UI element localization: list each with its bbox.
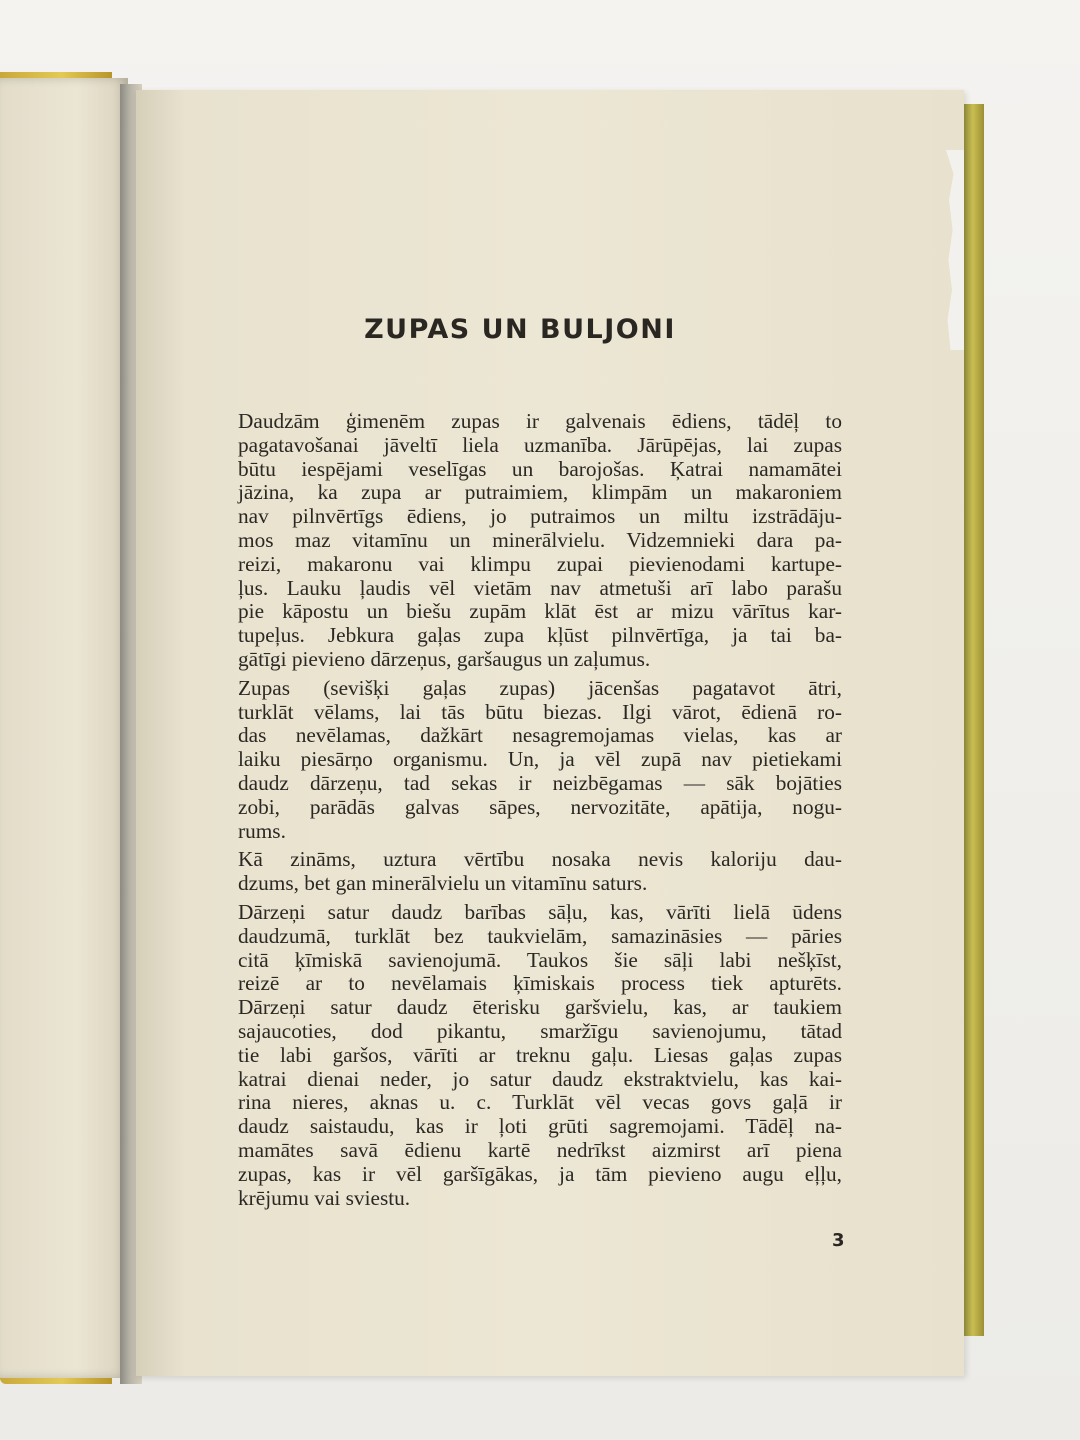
left-page xyxy=(0,78,128,1378)
chapter-title: ZUPAS UN BULJONI xyxy=(364,314,676,345)
text-line: Zupas (sevišķi gaļas zupas) jācenšas pagatavot ātri, xyxy=(238,675,842,700)
text-line: katrai dienai neder, jo satur daudz ekstraktvielu, kas kai- xyxy=(238,1066,842,1091)
text-line: daudz saistaudu, kas ir ļoti grūti sagremojami. Tādēļ na- xyxy=(238,1114,842,1139)
text-line: reizi, makaronu vai klimpu zupai pievienodami kartupe- xyxy=(238,551,842,576)
text-line: tupeļus. Jebkura gaļas zupa kļūst pilnvērtīga, ja tai ba- xyxy=(238,623,842,648)
text-line: zobi, parādās galvas sāpes, nervozitāte, apātija, nogu- xyxy=(238,794,842,819)
page-number: 3 xyxy=(832,1230,845,1251)
text-line: daudzumā, turklāt bez taukvielām, samazināsies — pāries xyxy=(238,923,842,948)
text-line: citā ķīmiskā savienojumā. Taukos šie sāļi labi nešķīst, xyxy=(238,947,842,972)
text-line: turklāt vēlams, lai tās būtu biezas. Ilgi vārot, ēdienā ro- xyxy=(238,699,842,724)
text-line: dzums, bet gan minerālvielu un vitamīnu saturs. xyxy=(238,871,648,896)
paragraph xyxy=(238,848,842,896)
text-line: krējumu vai sviestu. xyxy=(238,1185,411,1210)
text-line: rina nieres, aknas u. c. Turklāt vēl vecas govs gaļā ir xyxy=(238,1090,842,1115)
text-line: mamātes savā ēdienu kartē nedrīkst aizmirst arī piena xyxy=(238,1137,842,1162)
book-cover-edge-right xyxy=(962,104,984,1336)
text-line: das nevēlamas, dažkārt nesagremojamas vielas, kas ar xyxy=(238,723,842,748)
text-line: gātīgi pievieno dārzeņus, garšaugus un zaļumus. xyxy=(238,646,651,671)
text-line: daudz dārzeņu, tad sekas ir neizbēgamas — sāk bojāties xyxy=(238,770,842,795)
text-line: rums. xyxy=(238,818,286,843)
text-line: Kā zināms, uztura vērtību nosaka nevis kaloriju dau- xyxy=(238,847,842,872)
text-line: ļus. Lauku ļaudis vēl vietām nav atmetuši arī labo parašu xyxy=(238,575,842,600)
text-line: Dārzeņi satur daudz barības sāļu, kas, vārīti lielā ūdens xyxy=(238,899,842,924)
text-line: būtu iespējami veselīgas un barojošas. Ķatrai namamātei xyxy=(238,456,842,481)
body-text xyxy=(238,410,842,1210)
text-line: pagatavošanai jāveltī liela uzmanība. Jārūpējas, lai zupas xyxy=(238,432,842,457)
text-line: sajaucoties, dod pikantu, smaržīgu savienojumu, tātad xyxy=(238,1018,842,1043)
text-line: reizē ar to nevēlamais ķīmiskais process tiek apturēts. xyxy=(238,971,842,996)
text-line: tie labi garšos, vārīti ar treknu gaļu. Liesas gaļas zupas xyxy=(238,1042,842,1067)
text-line: laiku piesārņo organismu. Un, ja vēl zupā nav pietiekami xyxy=(238,747,842,772)
paragraph xyxy=(238,410,842,672)
text-line: nav pilnvērtīgs ēdiens, jo putraimos un miltu izstrādāju- xyxy=(238,504,842,529)
text-line: mos maz vitamīnu un minerālvielu. Vidzemnieki dara pa- xyxy=(238,527,842,552)
paragraph xyxy=(238,677,842,844)
text-line: jāzina, ka zupa ar putraimiem, klimpām un makaroniem xyxy=(238,480,842,505)
text-line: Dārzeņi satur daudz ēterisku garšvielu, kas, ar taukiem xyxy=(238,995,842,1020)
text-line: pie kāpostu un biešu zupām klāt ēst ar mizu vārītus kar- xyxy=(238,599,842,624)
text-line: zupas, kas ir vēl garšīgākas, ja tām pievieno augu eļļu, xyxy=(238,1161,842,1186)
paragraph xyxy=(238,901,842,1210)
text-line: Daudzām ģimenēm zupas ir galvenais ēdiens, tādēļ to xyxy=(238,409,842,433)
